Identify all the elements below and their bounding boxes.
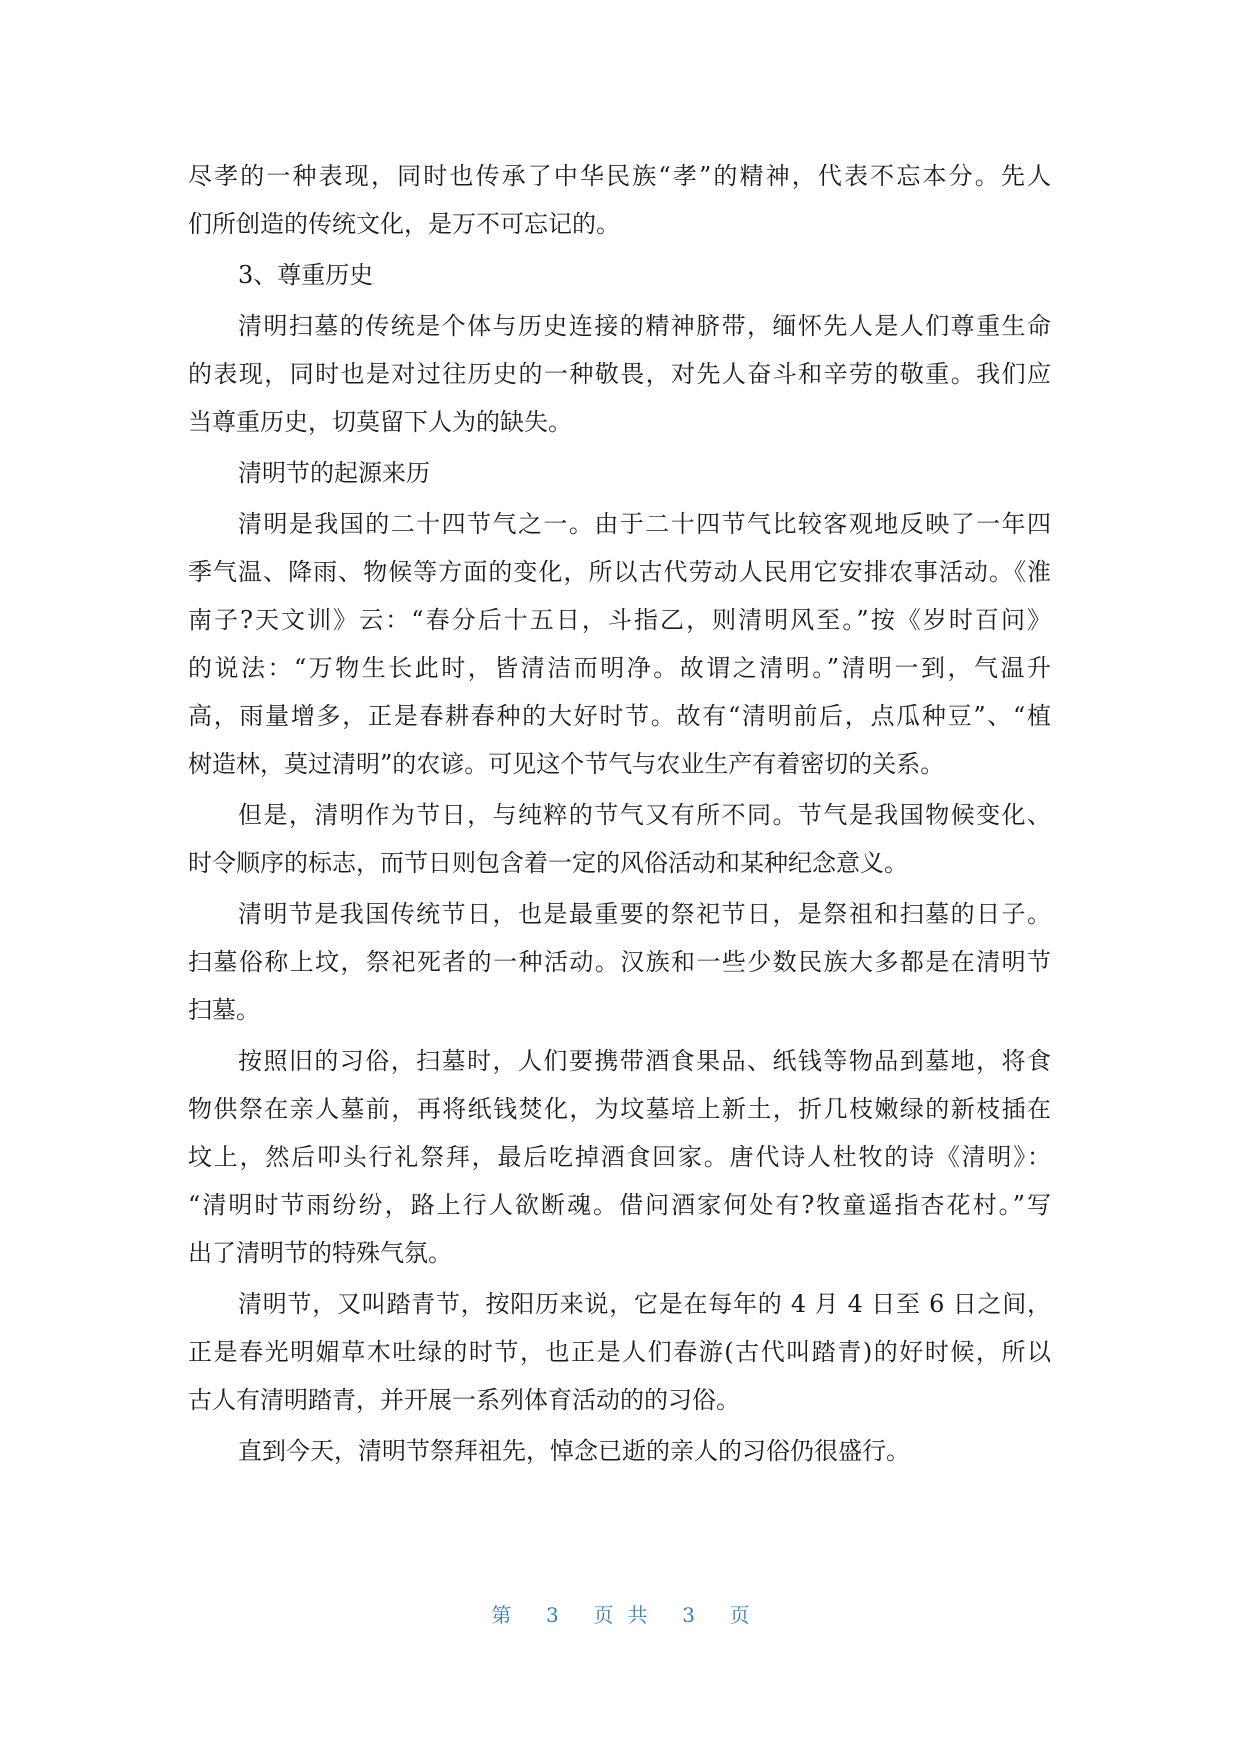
paragraph: [188, 152, 1051, 248]
text-line: 高，雨量增多，正是春耕春种的大好时节。故有“清明前后，点瓜种豆”、“植: [188, 702, 1051, 730]
page-label-mid: 页共: [593, 1603, 662, 1627]
text-line: 按照旧的习俗，扫墓时，人们要携带酒食果品、纸钱等物品到墓地，将食: [238, 1047, 1051, 1075]
text-line: 扫墓俗称上坟，祭祀死者的一种活动。汉族和一些少数民族大多都是在清明节: [188, 948, 1051, 976]
text-line: 尽孝的一种表现，同时也传承了中华民族“孝”的精神，代表不忘本分。先人: [188, 162, 1051, 190]
total-pages-number: 3: [682, 1603, 695, 1627]
text-line: 扫墓。: [188, 996, 260, 1024]
paragraph: [188, 500, 1051, 788]
paragraph: [188, 890, 1051, 1034]
page-footer: [0, 1601, 1241, 1629]
text-line: 清明是我国的二十四节气之一。由于二十四节气比较客观地反映了一年四: [238, 510, 1051, 538]
text-line: 物供祭在亲人墓前，再将纸钱焚化，为坟墓培上新土，折几枝嫩绿的新枝插在: [188, 1095, 1051, 1123]
text-line: 的说法：“万物生长此时，皆清洁而明净。故谓之清明。”清明一到，气温升: [188, 654, 1051, 682]
text-line: 清明节，又叫踏青节，按阳历来说，它是在每年的 4 月 4 日至 6 日之间，: [238, 1290, 1051, 1318]
text-line: 直到今天，清明节祭拜祖先，悼念已逝的亲人的习俗仍很盛行。: [238, 1437, 910, 1465]
text-line: “清明时节雨纷纷，路上行人欲断魂。借问酒家何处有?牧童遥指杏花村。”写: [188, 1191, 1051, 1219]
page-label-prefix: 第: [491, 1603, 512, 1627]
text-line: 出了清明节的特殊气氛。: [188, 1239, 452, 1267]
paragraph: [188, 1427, 1051, 1475]
paragraph: [188, 302, 1051, 446]
text-line: 正是春光明媚草木吐绿的时节，也正是人们春游(古代叫踏青)的好时候，所以: [188, 1338, 1051, 1366]
text-line: 季气温、降雨、物候等方面的变化，所以古代劳动人民用它安排农事活动。《淮: [188, 558, 1051, 586]
text-line: 清明节是我国传统节日，也是最重要的祭祀节日，是祭祖和扫墓的日子。: [238, 900, 1051, 928]
text-line: 当尊重历史，切莫留下人为的缺失。: [188, 408, 572, 436]
text-line: 古人有清明踏青，并开展一系列体育活动的的习俗。: [188, 1386, 740, 1414]
paragraph: [188, 791, 1051, 887]
text-line: 南子?天文训》云：“春分后十五日，斗指乙，则清明风至。”按《岁时百问》: [188, 606, 1051, 634]
current-page-number: 3: [546, 1603, 559, 1627]
paragraph-spacer: [188, 1475, 1051, 1478]
text-line: 树造林，莫过清明”的农谚。可见这个节气与农业生产有着密切的关系。: [188, 750, 945, 778]
text-line: 清明节的起源来历: [238, 459, 430, 487]
text-line: 但是，清明作为节日，与纯粹的节气又有所不同。节气是我国物候变化、: [238, 801, 1051, 829]
paragraph: [188, 1280, 1051, 1424]
page-label-suffix: 页: [729, 1603, 750, 1627]
text-line: 时令顺序的标志，而节日则包含着一定的风俗活动和某种纪念意义。: [188, 849, 908, 877]
document-body: [188, 152, 1051, 1478]
text-line: 们所创造的传统文化，是万不可忘记的。: [188, 210, 620, 238]
paragraph: [188, 251, 1051, 299]
text-line: 3、尊重历史: [238, 261, 374, 289]
paragraph: [188, 1037, 1051, 1277]
text-line: 的表现，同时也是对过往历史的一种敬畏，对先人奋斗和辛劳的敬重。我们应: [188, 360, 1051, 388]
text-line: 清明扫墓的传统是个体与历史连接的精神脐带，缅怀先人是人们尊重生命: [238, 312, 1051, 340]
text-line: 坟上，然后叩头行礼祭拜，最后吃掉酒食回家。唐代诗人杜牧的诗《清明》：: [188, 1143, 1051, 1171]
paragraph: [188, 449, 1051, 497]
